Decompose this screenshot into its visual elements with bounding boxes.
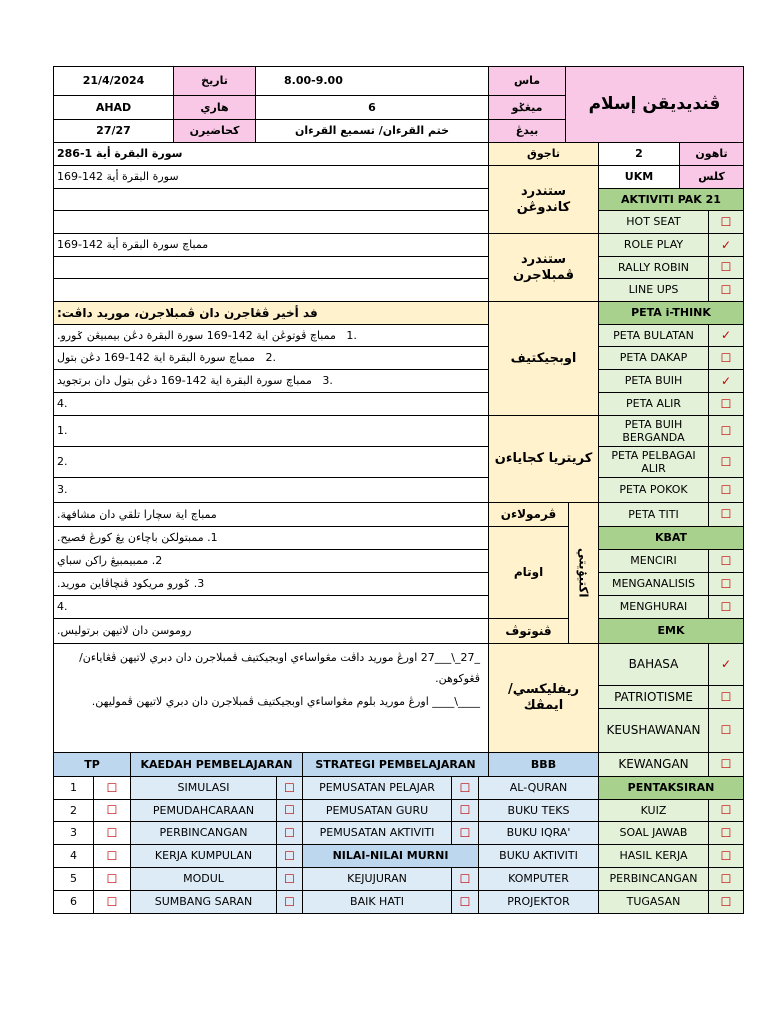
tp-checkbox[interactable]: [93, 821, 131, 845]
pentaksiran-item-label: KUIZ: [598, 799, 709, 822]
refleksi-label: ريفليكسي/ايمڤك: [488, 643, 599, 753]
kriteria-label: كريتريا كجاياءن: [488, 415, 599, 503]
emk-header: EMK: [598, 618, 744, 644]
tp-checkbox[interactable]: [93, 799, 131, 822]
strategi-item: BAIK HATI: [302, 890, 452, 914]
pentaksiran-item-label: PERBINCANGAN: [598, 867, 709, 891]
kehadiran-label: كحاضيرن: [173, 119, 256, 143]
kriteria-row-1: .1: [53, 415, 489, 447]
permulaan-text: ممباچ اية سچارا تلقي دان مشافهة.: [53, 502, 489, 527]
tp-number: 2: [53, 799, 94, 822]
bbb-item: AL-QURAN: [478, 776, 599, 800]
sp-line-3: [53, 278, 489, 302]
objektif-text: ممباچ ڤوتوڠن اية 142-169 سورة البقرة دڠن بيمبيڠن ݢورو.: [57, 328, 336, 342]
kaedah-checkbox[interactable]: [276, 821, 303, 845]
objektif-num: .4: [57, 397, 68, 411]
sk-line-3: [53, 210, 489, 234]
peta-item-label: PETA ALIR: [598, 392, 709, 416]
penutup-label: ڤنوتوڤ: [488, 618, 569, 644]
strategi-item: PEMUSATAN PELAJAR: [302, 776, 452, 800]
kbat-header: KBAT: [598, 526, 744, 550]
pentaksiran-item-label: TUGASAN: [598, 890, 709, 914]
pak21-item-label: HOT SEAT: [598, 210, 709, 234]
kaedah-item: SIMULASI: [130, 776, 277, 800]
kaedah-item: PEMUDAHCARAAN: [130, 799, 277, 822]
objektif-text: ممباچ سورة البقرة اية 142-169 دڠن بتول دان برتجويد: [57, 374, 312, 388]
objektif-row-4: [53, 392, 489, 416]
tp-number: 6: [53, 890, 94, 914]
utama-line-3: 3. ݢورو مريكود ڤنچاڤاين موريد.: [53, 572, 489, 596]
emk-item-label: BAHASA: [598, 643, 709, 686]
pentaksiran-checkbox[interactable]: [708, 821, 744, 845]
pak21-item-label: LINE UPS: [598, 278, 709, 302]
tp-header: TP: [53, 752, 131, 777]
peta-checkbox[interactable]: [708, 415, 744, 447]
tp-checkbox[interactable]: [93, 844, 131, 868]
tp-checkbox[interactable]: [93, 776, 131, 800]
objektif-num: .2: [265, 351, 276, 365]
objektif-row-2: [53, 346, 489, 370]
peta-checkbox[interactable]: [708, 369, 744, 393]
kbat-checkbox[interactable]: [708, 595, 744, 619]
minggu-label: ميڠݢو: [488, 95, 566, 120]
peta-checkbox[interactable]: [708, 446, 744, 478]
pentaksiran-checkbox[interactable]: [708, 844, 744, 868]
pentaksiran-checkbox[interactable]: [708, 799, 744, 822]
peta-checkbox[interactable]: [708, 346, 744, 370]
tp-number: 3: [53, 821, 94, 845]
tp-number: 1: [53, 776, 94, 800]
kaedah-checkbox[interactable]: [276, 867, 303, 891]
utama-line-1: 1. ممبتولكن باچاءن يڠ كورڠ فصيح.: [53, 526, 489, 550]
pak21-checkbox[interactable]: [708, 278, 744, 302]
objektif-label: اوبجيكتيف: [488, 301, 599, 416]
peta-item-label: PETA DAKAP: [598, 346, 709, 370]
objektif-row-1: [53, 324, 489, 347]
pentaksiran-checkbox[interactable]: [708, 890, 744, 914]
tp-number: 5: [53, 867, 94, 891]
bbb-item: BUKU AKTIVITI: [478, 844, 599, 868]
bidang-value: ختم القرءان/ تسميع القرءان: [255, 119, 489, 143]
bbb-item: BUKU IQRA': [478, 821, 599, 845]
hari-value: AHAD: [53, 95, 174, 120]
kaedah-item: PERBINCANGAN: [130, 821, 277, 845]
kaedah-item: KERJA KUMPULAN: [130, 844, 277, 868]
objektif-header: فد أخير ڤڠاجرن دان ڤمبلاجرن، موريد داڤت:: [53, 301, 489, 325]
sk-label: ستندرد كاندوڠن: [488, 165, 599, 234]
tarikh-label: تاريخ: [173, 66, 256, 96]
pak21-item-label: ROLE PLAY: [598, 233, 709, 257]
peta-item-label: PETA BUIH BERGANDA: [598, 415, 709, 447]
strategi-checkbox[interactable]: [451, 867, 479, 891]
strategi-checkbox[interactable]: [451, 890, 479, 914]
tahun-value: 2: [598, 142, 680, 166]
penutup-text: روموسن دان لاتيهن برتوليس.: [53, 618, 489, 644]
strategi-checkbox[interactable]: [451, 776, 479, 800]
peta-item-label: PETA BUIH: [598, 369, 709, 393]
tahun-label: تاهون: [679, 142, 744, 166]
pak21-item-label: RALLY ROBIN: [598, 256, 709, 279]
emk-checkbox[interactable]: [708, 643, 744, 686]
emk-item-label: PATRIOTISME: [598, 685, 709, 709]
nilai-murni-header: NILAI-NILAI MURNI: [302, 844, 479, 868]
sk-line-1: سورة البقرة أية 142-169: [53, 165, 489, 189]
masa-label: ماس: [488, 66, 566, 96]
peta-checkbox[interactable]: [708, 477, 744, 503]
page-title: ڤنديديقن إسلام: [565, 66, 744, 143]
bbb-item: BUKU TEKS: [478, 799, 599, 822]
aktiviti-label: اكتيۏيتي: [576, 548, 591, 598]
kaedah-item: SUMBANG SARAN: [130, 890, 277, 914]
bbb-item: PROJEKTOR: [478, 890, 599, 914]
tp-checkbox[interactable]: [93, 890, 131, 914]
tajuk-value: سورة البقرة أية 1-286: [53, 142, 489, 166]
strategi-item: PEMUSATAN AKTIVITI: [302, 821, 452, 845]
refleksi-line-1: _27_\___27 اورڠ موريد داڤت مڠواساءي اوبجيكتيف ڤمبلاجرن دان دبري لاتيهن ڤڠاياءن/ڤڠوكوهن.: [79, 651, 480, 685]
peta-item-label: PETA BULATAN: [598, 324, 709, 347]
kaedah-checkbox[interactable]: [276, 844, 303, 868]
strategi-checkbox[interactable]: [451, 799, 479, 822]
minggu-value: 6: [255, 95, 489, 120]
tp-number: 4: [53, 844, 94, 868]
kbat-item-label: MENCIRI: [598, 549, 709, 573]
pentaksiran-item-label: SOAL JAWAB: [598, 821, 709, 845]
utama-label: اوتام: [488, 526, 569, 619]
peta-item-label: PETA PELBAGAI ALIR: [598, 446, 709, 478]
kaedah-checkbox[interactable]: [276, 890, 303, 914]
bidang-label: بيدڠ: [488, 119, 566, 143]
bbb-item: KOMPUTER: [478, 867, 599, 891]
sp-label: ستندرد ڤمبلاجرن: [488, 233, 599, 302]
peta-item-label: PETA TITI: [598, 502, 709, 527]
emk-checkbox[interactable]: [708, 685, 744, 709]
strategi-checkbox[interactable]: [451, 821, 479, 845]
pentaksiran-item-label: HASIL KERJA: [598, 844, 709, 868]
refleksi-content: [53, 643, 489, 753]
pak21-checkbox[interactable]: [708, 210, 744, 234]
tajuk-label: تاجوق: [488, 142, 599, 166]
refleksi-line-2: ____\____ اورڠ موريد بلوم مڠواساءي اوبجيكتيف ڤمبلاجرن دان دبري لاتيهن ڤموليهن.: [91, 694, 480, 708]
strategi-header: STRATEGI PEMBELAJARAN: [302, 752, 489, 777]
sp-line-1: ممباچ سورة البقرة أية 142-169: [53, 233, 489, 257]
kaedah-item: MODUL: [130, 867, 277, 891]
pak21-checkbox[interactable]: [708, 233, 744, 257]
objektif-text: ممباچ سورة البقرة اية 142-169 دڠن بتول: [57, 351, 255, 365]
kehadiran-value: 27/27: [53, 119, 174, 143]
permulaan-label: ڤرمولاءن: [488, 502, 569, 527]
kelas-label: كلس: [679, 165, 744, 189]
kbat-checkbox[interactable]: [708, 572, 744, 596]
emk-checkbox[interactable]: [708, 708, 744, 753]
sp-line-2: [53, 256, 489, 279]
utama-line-4: .4: [53, 595, 489, 619]
aktiviti-vertical-label: [568, 502, 599, 644]
peta-checkbox[interactable]: [708, 392, 744, 416]
pak21-header: AKTIVITI PAK 21: [598, 188, 744, 211]
peta-checkbox[interactable]: [708, 324, 744, 347]
emk-item-label: KEWANGAN: [598, 752, 709, 777]
objektif-row-3: [53, 369, 489, 393]
kbat-item-label: MENGANALISIS: [598, 572, 709, 596]
kriteria-row-2: .2: [53, 446, 489, 478]
kbat-item-label: MENGHURAI: [598, 595, 709, 619]
peta-header: PETA i-THINK: [598, 301, 744, 325]
pentaksiran-header: PENTAKSIRAN: [598, 776, 744, 800]
pak21-checkbox[interactable]: [708, 256, 744, 279]
peta-checkbox[interactable]: [708, 502, 744, 527]
kaedah-checkbox[interactable]: [276, 776, 303, 800]
hari-label: هاري: [173, 95, 256, 120]
peta-item-label: PETA POKOK: [598, 477, 709, 503]
objektif-num: .3: [322, 374, 333, 388]
objektif-num: .1: [346, 328, 357, 342]
strategi-item: PEMUSATAN GURU: [302, 799, 452, 822]
strategi-item: KEJUJURAN: [302, 867, 452, 891]
pentaksiran-checkbox[interactable]: [708, 867, 744, 891]
sk-line-2: [53, 188, 489, 211]
kaedah-header: KAEDAH PEMBELAJARAN: [130, 752, 303, 777]
tp-checkbox[interactable]: [93, 867, 131, 891]
tarikh-value: 21/4/2024: [53, 66, 174, 96]
kbat-checkbox[interactable]: [708, 549, 744, 573]
kelas-value: UKM: [598, 165, 680, 189]
kaedah-checkbox[interactable]: [276, 799, 303, 822]
emk-item-label: KEUSHAWANAN: [598, 708, 709, 753]
kriteria-row-3: .3: [53, 477, 489, 503]
utama-line-2: 2. ممبيمبيڠ راكن سباي: [53, 549, 489, 573]
bbb-header: BBB: [488, 752, 599, 777]
masa-value: 8.00-9.00: [255, 66, 489, 96]
emk-checkbox[interactable]: [708, 752, 744, 777]
